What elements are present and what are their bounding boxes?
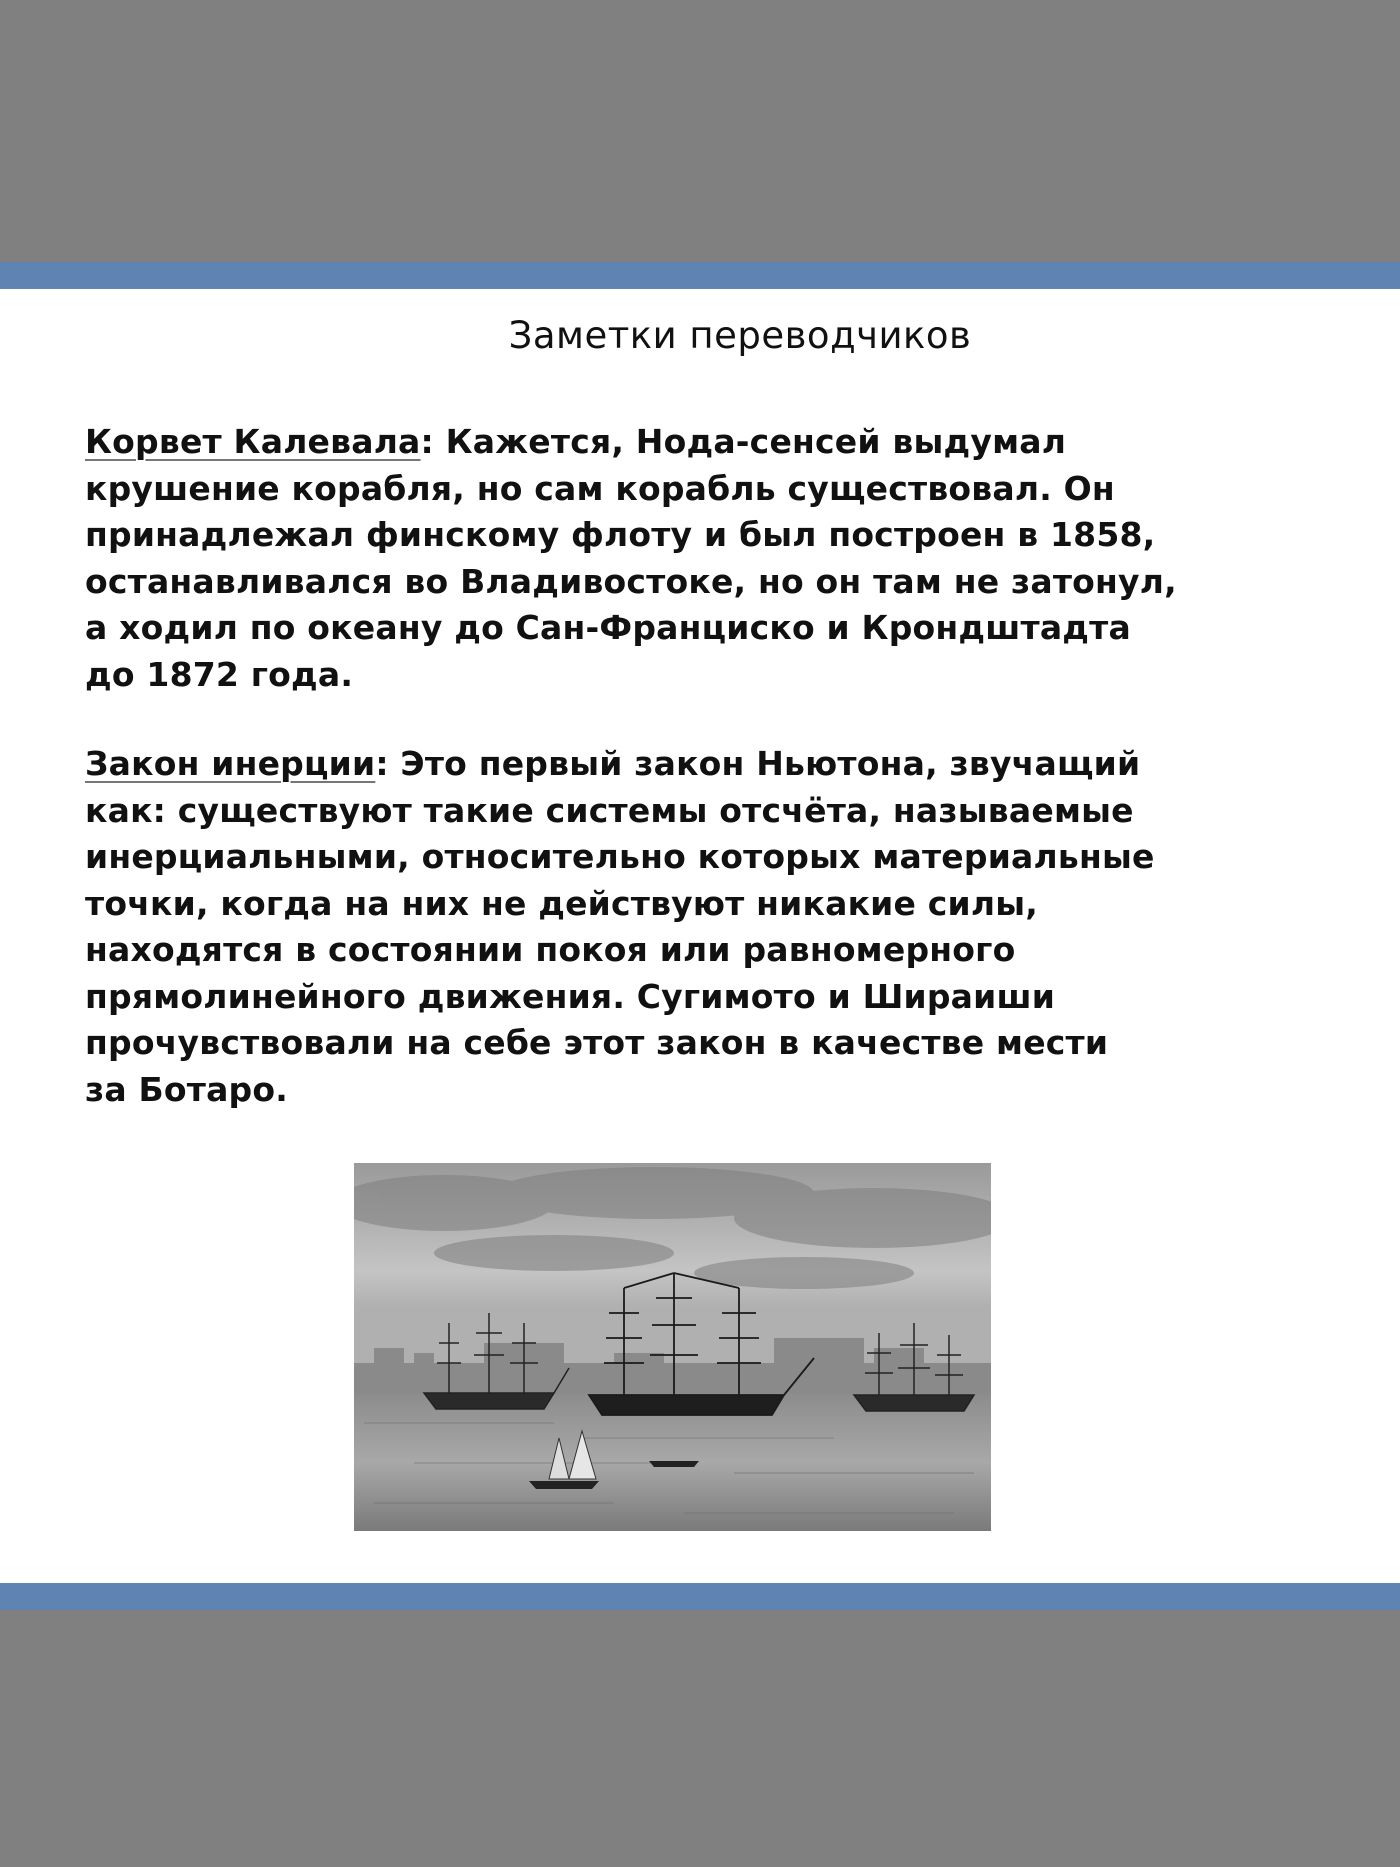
note-line: до 1872 года. [85, 654, 354, 694]
ships-harbor-illustration [354, 1163, 991, 1531]
top-blue-band [0, 262, 1400, 289]
note-text: : Это первый закон Ньютона, звучащий [375, 744, 1141, 783]
note-line: как: существуют такие системы отсчёта, называемые [85, 790, 1134, 830]
bottom-blue-band [0, 1583, 1400, 1610]
note-term: Корвет Калевала [85, 422, 421, 461]
rowboat [649, 1461, 699, 1467]
note-text: : Кажется, Нода-сенсей выдумал [420, 422, 1067, 461]
note-line: инерциальными, относительно которых материальные [85, 837, 1155, 876]
note-line: а ходил по океану до Сан-Франциско и Крондштадта [85, 608, 1131, 647]
note-line: прочувствовали на себе этот закон в качестве мести [85, 1023, 1109, 1062]
note-term: Закон инерции [85, 744, 376, 783]
note-line: прямолинейного движения. Сугимото и Шираиши [85, 976, 1056, 1016]
note-line [85, 741, 1141, 788]
note-line: за Ботаро. [85, 1069, 288, 1109]
top-gray-area [0, 0, 1400, 262]
note-line: принадлежал финскому флоту и был построен в 1858, [85, 515, 1156, 554]
note-line [85, 419, 1135, 466]
page-title: Заметки переводчиков [508, 314, 972, 357]
page [0, 289, 1400, 1583]
note-zakon-inertsii [85, 741, 1155, 1113]
note-line: точки, когда на них не действуют никакие силы, [85, 883, 1038, 923]
bottom-gray-area [0, 1610, 1400, 1867]
note-korvet-kalevala [85, 419, 1177, 698]
note-line: находятся в состоянии покоя или равномерного [85, 930, 1016, 969]
note-line: останавливался во Владивостоке, но он там не затонул, [85, 561, 1177, 601]
note-line: крушение корабля, но сам корабль существовал. Он [85, 468, 1115, 508]
